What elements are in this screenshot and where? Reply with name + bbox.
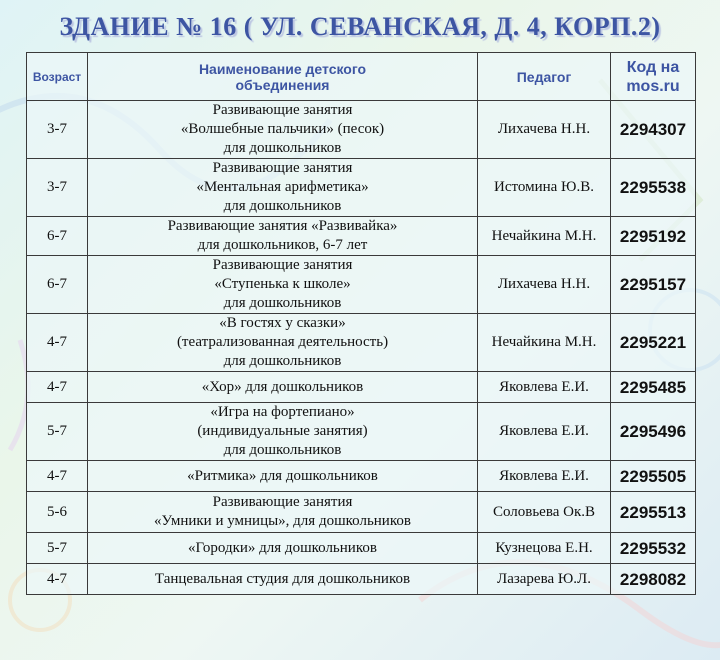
age-cell: 6-7 [27,256,88,314]
header-name-line: объединения [235,76,330,93]
mos-code-cell: 2295496 [611,403,696,461]
program-name-line: Развивающие занятия «Развивайка» [167,218,398,234]
age-cell: 3-7 [27,101,88,159]
program-name-line: «Ритмика» для дошкольников [187,467,378,484]
teacher-cell: Истомина Ю.В. [478,159,611,217]
table-row [27,159,696,217]
program-name-cell [88,372,478,403]
age-cell: 3-7 [27,159,88,217]
table-row [27,533,696,564]
header-age: Возраст [27,53,88,101]
program-name-line: Развивающие занятия [212,494,353,510]
age-cell: 4-7 [27,461,88,492]
mos-code-cell: 2295221 [611,314,696,372]
program-name-cell [88,492,478,533]
program-name-line: для дошкольников [223,198,342,214]
program-name-cell [88,564,478,595]
teacher-cell: Яковлева Е.И. [478,461,611,492]
teacher-cell: Лихачева Н.Н. [478,256,611,314]
teacher-cell: Яковлева Е.И. [478,403,611,461]
teacher-cell: Нечайкина М.Н. [478,217,611,256]
table-row [27,217,696,256]
program-name-cell [88,159,478,217]
program-name-line: для дошкольников [223,442,342,458]
program-name-line: (индивидуальные занятия) [197,423,368,439]
header-name-line: Наименование детского [198,60,367,77]
header-code-line: Код на [626,58,680,76]
mos-code-cell: 2294307 [611,101,696,159]
teacher-cell: Нечайкина М.Н. [478,314,611,372]
teacher-cell: Соловьева Ок.В [478,492,611,533]
mos-code-cell: 2295513 [611,492,696,533]
program-name-line: для дошкольников [223,353,342,369]
header-code-line: mos.ru [626,77,680,95]
program-name-line: «Ступенька к школе» [214,276,351,292]
header-name [88,53,478,101]
age-cell: 5-6 [27,492,88,533]
program-name-line: «В гостях у сказки» [219,315,346,331]
programs-table [26,52,696,595]
header-code [611,53,696,101]
teacher-cell: Лихачева Н.Н. [478,101,611,159]
mos-code-cell: 2298082 [611,564,696,595]
program-name-line: Танцевальная студия для дошкольников [154,570,411,587]
program-name-cell [88,217,478,256]
teacher-cell: Кузнецова Е.Н. [478,533,611,564]
age-cell: 4-7 [27,372,88,403]
program-name-line: для дошкольников [223,140,342,156]
table-row [27,403,696,461]
table-header-row [27,53,696,101]
header-teacher: Педагог [478,53,611,101]
table-row [27,492,696,533]
mos-code-cell: 2295157 [611,256,696,314]
program-name-cell [88,533,478,564]
teacher-cell: Яковлева Е.И. [478,372,611,403]
page-title: ЗДАНИЕ № 16 ( УЛ. СЕВАНСКАЯ, Д. 4, КОРП.2) [59,12,661,41]
program-name-line: «Умники и умницы», для дошкольников [154,513,411,529]
program-name-line: «Хор» для дошкольников [201,378,364,395]
table-row [27,461,696,492]
program-name-cell [88,101,478,159]
table-row [27,314,696,372]
program-name-cell [88,461,478,492]
age-cell: 4-7 [27,314,88,372]
mos-code-cell: 2295505 [611,461,696,492]
program-name-line: (театрализованная деятельность) [176,334,389,350]
program-name-line: «Ментальная арифметика» [196,179,369,195]
program-name-cell [88,314,478,372]
table-row [27,256,696,314]
mos-code-cell: 2295192 [611,217,696,256]
age-cell: 5-7 [27,403,88,461]
table-row [27,101,696,159]
program-name-line: «Городки» для дошкольников [188,539,377,556]
program-name-cell [88,256,478,314]
table-row [27,372,696,403]
program-name-line: Развивающие занятия [212,160,353,176]
age-cell: 4-7 [27,564,88,595]
program-name-line: Развивающие занятия [212,257,353,273]
mos-code-cell: 2295538 [611,159,696,217]
program-name-line: «Волшебные пальчики» (песок) [180,121,385,137]
age-cell: 5-7 [27,533,88,564]
program-name-line: «Игра на фортепиано» [210,404,355,420]
mos-code-cell: 2295532 [611,533,696,564]
age-cell: 6-7 [27,217,88,256]
program-name-line: для дошкольников, 6-7 лет [197,237,368,253]
program-name-cell [88,403,478,461]
program-name-line: для дошкольников [223,295,342,311]
mos-code-cell: 2295485 [611,372,696,403]
teacher-cell: Лазарева Ю.Л. [478,564,611,595]
program-name-line: Развивающие занятия [212,102,353,118]
table-row [27,564,696,595]
